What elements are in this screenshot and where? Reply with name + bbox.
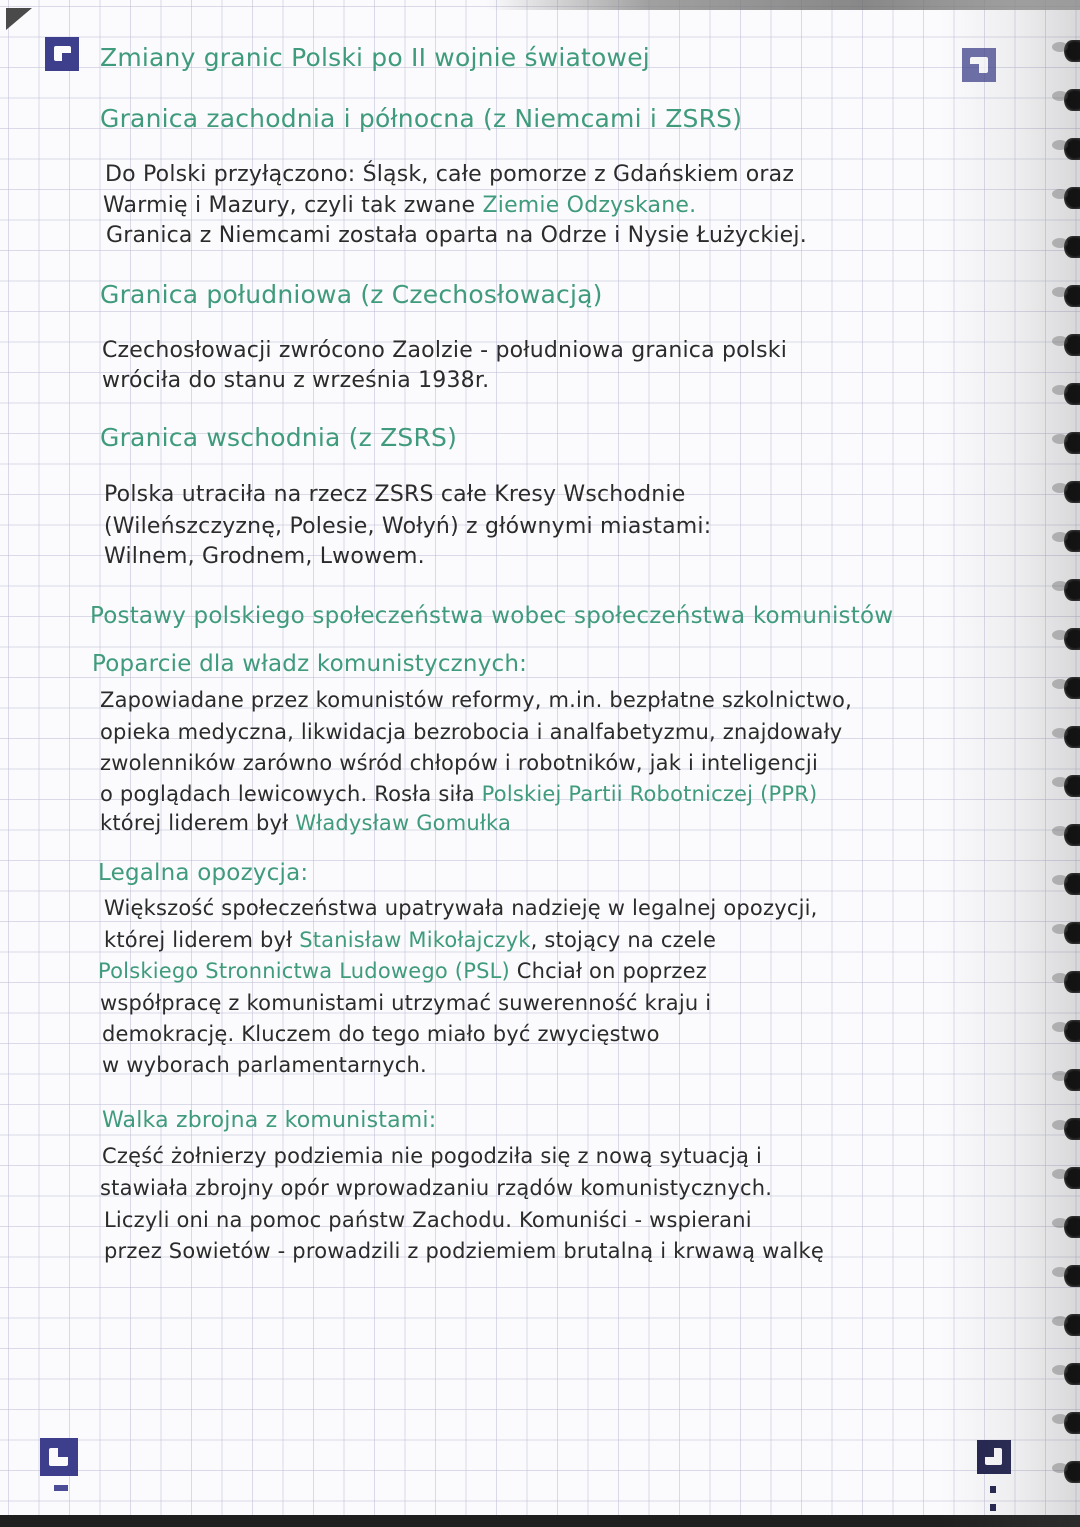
subsection-heading-armed-struggle: Walka zbrojna z komunistami:	[102, 1108, 437, 1133]
binding-ring-icon	[1064, 1118, 1080, 1140]
binding-ring-icon	[1064, 530, 1080, 552]
binding-ring-icon	[1064, 1216, 1080, 1238]
section-heading-society-attitudes: Postawy polskiego społeczeństwa wobec społeczeństwa komunistów	[90, 603, 894, 629]
binding-ring-icon	[1064, 236, 1080, 258]
binding-ring-icon	[1064, 89, 1080, 111]
marker-dash-icon	[54, 1485, 68, 1491]
text-line: opieka medyczna, likwidacja bezrobocia i analfabetyzmu, znajdowały	[100, 720, 843, 744]
spiral-binding	[1050, 40, 1080, 1490]
text-line: przez Sowietów - prowadzili z podziemiem brutalną i krwawą walkę	[104, 1239, 825, 1263]
text-line: Polska utraciła na rzecz ZSRS całe Kresy Wschodnie	[104, 482, 686, 507]
binding-ring-icon	[1064, 628, 1080, 650]
highlighted-term: Stanisław Mikołajczyk	[299, 928, 531, 952]
text-line: Czechosłowacji zwrócono Zaolzie - południowa granica polski	[102, 338, 788, 363]
page-corner-fold	[6, 8, 32, 30]
text-line: w wyborach parlamentarnych.	[102, 1053, 427, 1077]
text-line: której liderem był Władysław Gomułka	[100, 811, 512, 835]
text-line: Warmię i Mazury, czyli tak zwane Ziemie Odzyskane.	[103, 193, 697, 218]
binding-ring-icon	[1064, 922, 1080, 944]
corner-marker-top-right-icon	[962, 48, 996, 82]
binding-ring-icon	[1064, 432, 1080, 454]
section-heading-eastern-border: Granica wschodnia (z ZSRS)	[100, 423, 458, 452]
binding-ring-icon	[1064, 334, 1080, 356]
binding-ring-icon	[1064, 1314, 1080, 1336]
text-line: Polskiego Stronnictwa Ludowego (PSL) Chciał on poprzez	[98, 959, 707, 983]
binding-ring-icon	[1064, 1020, 1080, 1042]
binding-ring-icon	[1064, 138, 1080, 160]
page-title: Zmiany granic Polski po II wojnie światowej	[100, 43, 650, 72]
text-line: Do Polski przyłączono: Śląsk, całe pomorze z Gdańskiem oraz	[105, 162, 795, 187]
page-top-edge	[0, 0, 1080, 10]
binding-ring-icon	[1064, 579, 1080, 601]
subsection-heading-support: Poparcie dla władz komunistycznych:	[92, 651, 528, 677]
binding-ring-icon	[1064, 775, 1080, 797]
binding-ring-icon	[1064, 1412, 1080, 1434]
binding-ring-icon	[1064, 1363, 1080, 1385]
page-bottom-edge	[0, 1515, 1080, 1527]
binding-ring-icon	[1064, 481, 1080, 503]
highlighted-term: Ziemie Odzyskane.	[482, 193, 697, 218]
text-line: (Wileńszczyznę, Polesie, Wołyń) z głównymi miastami:	[104, 514, 712, 539]
binding-ring-icon	[1064, 285, 1080, 307]
text-line: o poglądach lewicowych. Rosła siła Polskiej Partii Robotniczej (PPR)	[100, 782, 818, 806]
text-line: Większość społeczeństwa upatrywała nadzieję w legalnej opozycji,	[104, 896, 818, 920]
corner-marker-bottom-right-icon	[977, 1440, 1011, 1474]
text-line: Część żołnierzy podziemia nie pogodziła się z nową sytuacją i	[102, 1144, 763, 1168]
marker-dots-icon	[990, 1480, 1008, 1487]
binding-ring-icon	[1064, 1265, 1080, 1287]
subsection-heading-legal-opposition: Legalna opozycja:	[98, 860, 309, 886]
binding-ring-icon	[1064, 40, 1080, 62]
binding-ring-icon	[1064, 1167, 1080, 1189]
text-line: stawiała zbrojny opór wprowadzaniu rządów komunistycznych.	[100, 1176, 773, 1200]
text-line: współpracę z komunistami utrzymać suwerenność kraju i	[100, 991, 712, 1015]
binding-ring-icon	[1064, 971, 1080, 993]
binding-ring-icon	[1064, 677, 1080, 699]
highlighted-term: Polskiej Partii Robotniczej (PPR)	[481, 782, 818, 806]
text-line: demokrację. Kluczem do tego miało być zwycięstwo	[102, 1022, 660, 1046]
binding-ring-icon	[1064, 187, 1080, 209]
text-line: zwolenników zarówno wśród chłopów i robotników, jak i inteligencji	[100, 751, 818, 775]
binding-ring-icon	[1064, 1069, 1080, 1091]
binding-ring-icon	[1064, 383, 1080, 405]
highlighted-term: Władysław Gomułka	[295, 811, 512, 835]
highlighted-term: Polskiego Stronnictwa Ludowego (PSL)	[98, 959, 510, 983]
binding-ring-icon	[1064, 873, 1080, 895]
section-heading-southern-border: Granica południowa (z Czechosłowacją)	[100, 280, 603, 309]
text-line: Granica z Niemcami została oparta na Odrze i Nysie Łużyckiej.	[106, 223, 807, 248]
text-line: wróciła do stanu z września 1938r.	[102, 368, 490, 393]
section-heading-western-border: Granica zachodnia i północna (z Niemcami i ZSRS)	[100, 104, 743, 133]
binding-ring-icon	[1064, 824, 1080, 846]
text-line: Zapowiadane przez komunistów reformy, m.in. bezpłatne szkolnictwo,	[100, 688, 852, 712]
binding-ring-icon	[1064, 1461, 1080, 1483]
binding-ring-icon	[1064, 726, 1080, 748]
corner-marker-top-left-icon	[45, 37, 79, 71]
text-line: której liderem był Stanisław Mikołajczyk, stojący na czele	[104, 928, 717, 952]
text-line: Liczyli oni na pomoc państw Zachodu. Komuniści - wspierani	[104, 1208, 752, 1232]
text-line: Wilnem, Grodnem, Lwowem.	[104, 544, 425, 569]
corner-marker-bottom-left-icon	[40, 1438, 78, 1476]
